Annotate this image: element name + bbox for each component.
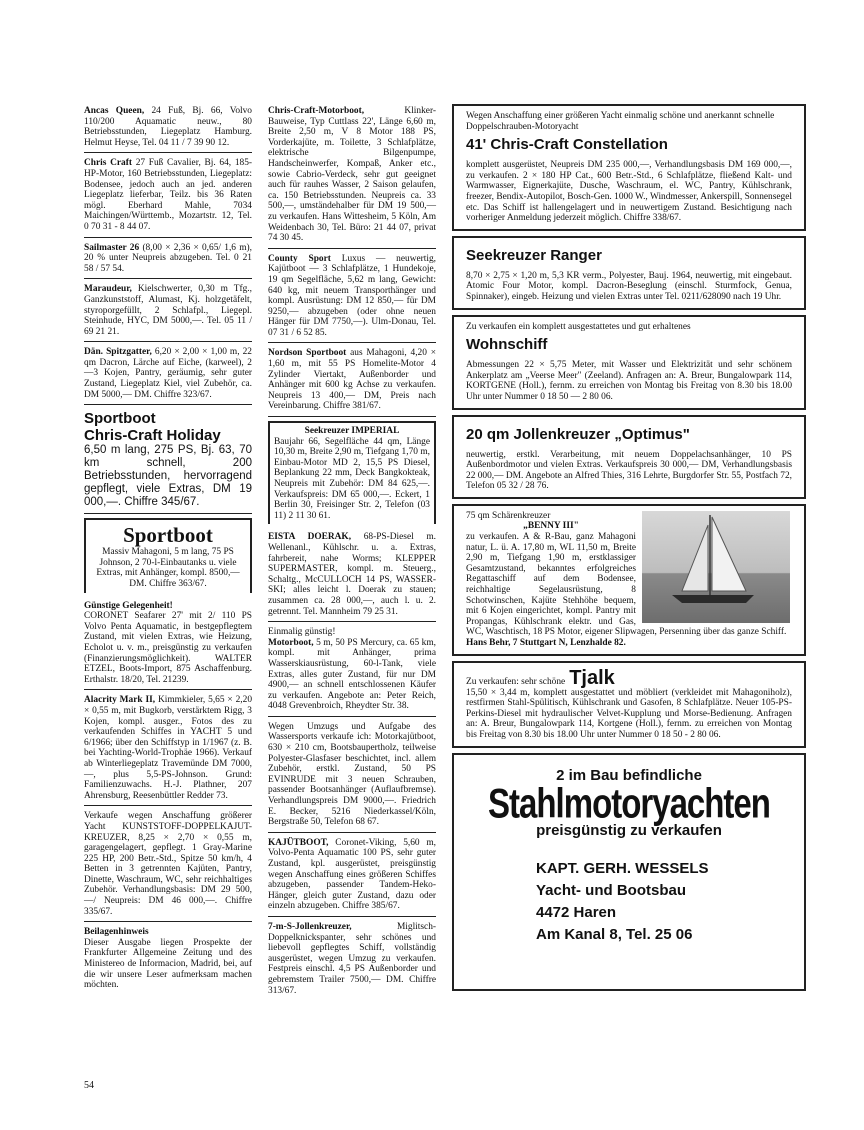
- ad-maraudeur: [84, 282, 252, 342]
- ad-coronet: [84, 599, 252, 691]
- ad-subtitle: Chris-Craft Holiday: [84, 427, 221, 445]
- ad-text: Dieser Ausgabe liegen Prospekte der Frankfurter Allgemeine Zeitung und des Ministereo de Informacion, Madrid, bei, auf die wir unsere Leser aufmerksam machen möchten.: [84, 937, 252, 991]
- ad-heading: Sailmaster 26: [84, 242, 140, 253]
- ad-intro: Zu verkaufen: sehr schöne: [466, 676, 566, 687]
- ad-text: 8,70 × 2,75 × 1,20 m, 5,3 KR verm., Polyester, Bauj. 1964, neuwertig, mit eingebaut. Atomic Four Motor, kompl. Dacron-Beseglung (einschl. Sturmfock, Genua, Spinnaker), eingeb. Heizung und vielen Extras unter Tel. 0211/628090 nach 19 Uhr.: [466, 270, 792, 302]
- ad-intro: Wegen Anschaffung einer größeren Yacht einmalig schöne und anerkannt schnelle Doppelschrauben-Motoryacht: [466, 111, 775, 132]
- ad-address-line: Am Kanal 8, Tel. 25 06: [536, 926, 693, 944]
- ad-eista-doerak: [268, 530, 436, 622]
- ad-heading: Chris-Craft-Motorboot,: [268, 106, 365, 116]
- ad-text: CORONET Seafarer 27' mit 2/ 110 PS Volvo Penta Aquamatic, in bestgepflegtem Zustand, mit vielen Extras, wie Heizung, Echolot u. v. m., preisgünstig zu verkaufen (Finanzierungsmöglichkeit). WALTER ETZEL, Boots-Import, 875 Aschaffenburg. Erthalstr. 18/20, Tel. 21239.: [84, 611, 252, 685]
- ad-heading: EISTA DOERAK,: [268, 532, 352, 543]
- ad-text: 24 Fuß, Bj. 66, Volvo 110/200 Aquamatic neuw., 80 Betriebsstunden, Liegeplatz Hamburg. Helmut Heyse, Tel. 04 11 / 7 39 90 12.: [84, 106, 252, 148]
- ad-line: preisgünstig zu verkaufen: [536, 821, 722, 839]
- ad-heading: Chris Craft: [84, 158, 132, 169]
- ad-intro: Zu verkaufen ein komplett ausgestattetes und gut erhaltenes: [466, 321, 691, 332]
- ad-contact: Hans Behr, 7 Stuttgart N, Lenzhalde 82.: [466, 638, 626, 648]
- ad-text: Baujahr 66, Segelfläche 44 qm, Länge 10,30 m, Breite 2,90 m, Tiefgang 1,70 m, Einbau-Motor MD 2, 15,5 PS Diesel, Beplankung 22 mm, Deck Bangkokteak, Neupreis mit Zubehör: DM 84 625,—. Verkaufspreis: DM 65 000,—. Eckert, 1 Berlin 30, Freisinger Str. 2, Telefon (03 11) 2 11 30 61.: [274, 436, 430, 521]
- column-left: [84, 104, 252, 998]
- ad-chriscraft-motorboot: [268, 104, 436, 249]
- ad-heading: County Sport: [268, 253, 331, 264]
- ad-spitzgatter: [84, 345, 252, 405]
- ad-title: Stahlmotoryachten: [488, 780, 770, 827]
- ad-heading: Ancas Queen,: [84, 106, 145, 116]
- ad-heading: KAJÜTBOOT,: [268, 837, 329, 848]
- ad-seekreuzer-ranger: [452, 236, 806, 310]
- ad-text: Verkaufe wegen Anschaffung größerer Yacht KUNSTSTOFF-DOPPELKAJUT-KREUZER, 8,25 × 2,70 × 0,55 m, garagengelagert, gepflegt. 1 Gray-Marine 225 HP, 200 Betr.-Std., Spitze 50 km/h, 4 Betten in 3 getrennten Kajüten, Pantry, Dinette, Waschraum, WC, sehr reichhaltiges Zubehör. Verhandlungsbasis: DM 29 500,—/ Neupreis: DM 46 000,—. Chiffre 335/67.: [84, 811, 252, 917]
- ad-text: 15,50 × 3,44 m, komplett ausgestattet und möbliert (verkleidet mit Mahagoniholz), restfirmen Stahl-Spülitisch, Kühlschrank und Gasofen, 8 Schlafplätze. Neuer 105-PS-Perkins-Diesel mit hydraulischer Velvet-Kupplung und Morse-Bedienung. Anfragen an: A. Breur, Bungalowpark 114, Kortgene (Holl.), fernm. zu erreichen von Montag bis Freitag von 8.30 bis 18.00 Uhr unter Nummer 0 18 50 - 2 80 06.: [466, 687, 792, 740]
- ad-nordson: [268, 346, 436, 417]
- page-number: 54: [84, 1080, 94, 1091]
- ad-text: Massiv Mahagoni, 5 m lang, 75 PS Johnson, 2 70-l-Einbautanks u. viele Extras, mit Anhänger, kompl. 8500,— DM. Chiffre 363/67.: [96, 547, 240, 590]
- ad-text: 6,20 × 2,00 × 1,00 m, 22 qm Dacron, Lärche auf Eiche, (karweel), 2—3 Kojen, Pantry, geräumig, sehr guter Zustand, Liegeplatz Kiel, viel Zubehör, ca. DM 5000,— DM. Chiffre 323/67.: [84, 347, 252, 400]
- ad-line: 2 im Bau befindliche: [556, 766, 702, 784]
- column-middle: [268, 104, 436, 1003]
- ad-text: 6,50 m lang, 275 PS, Bj. 63, 70 km schnell, 200 Betriebsstunden, hervorragend gepflegt, viele Extras, DM 19 000,—. Chiffre 345/67.: [84, 444, 252, 509]
- ad-heading: Einmalig günstig!: [268, 627, 336, 638]
- ad-title: Sportboot: [123, 523, 213, 548]
- ad-heading: Nordson Sportboot: [268, 348, 347, 359]
- ad-county-sport: [268, 252, 436, 344]
- ad-text: (8,00 × 2,36 × 0,65/ 1,6 m), 20 % unter Neupreis abzugeben. Tel. 0 21 58 / 57 54.: [84, 242, 253, 274]
- ad-optimus: [452, 415, 806, 499]
- ad-tjalk: [452, 661, 806, 748]
- ad-text: Kimmkieler, 5,65 × 2,20 × 0,55 m, mit Bugkorb, verstärktem Rigg, 3 Kojen, kompl. ausger., Fotos des zu verkaufenden Schiffes in YACHT 5 und 6/1966; über den Schiffstyp in 1/1967 (z. B. bei Yachting-World-Trophäe 1966). Verkauf ab Winterliegeplatz Travemünde DM 7000,—, plus 5,5-PS-Johnson. Grund: Familienzuwachs. H.-J. Plathner, 207 Ahrensburg, Reesenbüttler Redder 73.: [84, 695, 253, 801]
- ad-imperial: [268, 421, 436, 524]
- ad-address-line: 4472 Haren: [536, 904, 617, 922]
- ad-sportboot-box: [84, 518, 252, 592]
- ad-text: Klinker-Bauweise, Typ Cuttlass 22', Länge 6,60 m, Breite 2,50 m, V 8 Motor 188 PS, Vorderkajüte, m. Toilette, 3 Schlafplätze, elektrische Bilgenpumpe, Handscheinwerfer, Kompaß, Anker etc., sowie Cabrio-Verdeck, sehr gut geeignet auch für rauhes Wasser, 2 Saison gelaufen, ca. 150 Betriebsstunden. Neupreis ca. 33 500,—, umständehalber für DM 19 500,— zu verkaufen. Hans Wittesheim, 5 Köln, Am Weidenbach 30, Tel. Büro: 21 44 07, privat 74 30 45.: [268, 106, 436, 244]
- ad-chris-craft-cavalier: [84, 156, 252, 237]
- ad-title: 41' Chris-Craft Constellation: [466, 136, 668, 154]
- ad-title: Tjalk: [569, 666, 615, 689]
- ad-constellation: [452, 104, 806, 231]
- ad-heading: 7-m-S-Jollenkreuzer,: [268, 921, 352, 932]
- ad-title: Sportboot: [84, 410, 156, 428]
- ad-stahlmotoryachten: [452, 753, 806, 991]
- ad-alacrity: [84, 693, 252, 806]
- ad-title: Wohnschiff: [466, 336, 548, 354]
- ad-einmalig: [268, 625, 436, 717]
- ad-jollenkreuzer-7m: [268, 920, 436, 1000]
- ad-umzug: [268, 720, 436, 833]
- ad-text: 68-PS-Diesel m. Wellenanl., Kühlschr. u. a. Extras, fahrbereit, nahe Worms; KLEPPER SUPERMASTER, kompl. m. Steuerg., Schaltg., McCULLOCH 14 PS, WASSER-SKI; alles leicht l. Doerak zu stauen; zusammen ca. 28 000,—, auch l. u. 2. getrennt. Tel. Mannheim 79 25 31.: [268, 532, 436, 617]
- ad-text: Coronet-Viking, 5,60 m, Volvo-Penta Aquamatic 100 PS, sehr guter Zustand, kpl. ausgerüstet, preisgünstig wegen Anschaffung eines größeren Schiffes abzugeben, passender Tandem-Heko-Hänger, gleich guter Zustand, dazu oder einzeln abzugeben. Chiffre 385/67.: [268, 837, 436, 912]
- ad-sailmaster: [84, 241, 252, 280]
- sailboat-photo: [642, 511, 790, 623]
- ad-heading: Beilagenhinweis: [84, 927, 149, 938]
- ad-text: 27 Fuß Cavalier, Bj. 64, 185-HP-Motor, 160 Betriebsstunden, Liegeplatz: Bodensee, jedoch auch an jed. anderen Liegeplatz lieferbar, Teilz. bis 36 Raten mögl. Eberhard Mahle, 7034 Maichingen/Württemb., Mozartstr. 12, Tel. 0 70 31 - 8 44 07.: [84, 158, 253, 232]
- ad-text: komplett ausgerüstet, Neupreis DM 235 000,—, Verhandlungsbasis DM 169 000,—, zu verkaufen. 2 × 180 HP Cat., 600 Betr.-Std., 6 Schlafplätze, fließend Kalt- und Warmwasser, Eignerkajüte, Dusche, Waschraum, el. WC, Pantry, Kühlschrank, freezer, Bendix-Autopilot, Bosch-Gen. 1000 W., Windmesser, Ankerspill, Sonnensegel etc. Das Schiff ist hallengelagert und in neuwertigem Zustand. Besichtigung nach vorheriger Anmeldung jederzeit möglich. Chiffre 338/67.: [466, 160, 792, 224]
- ad-text: Kielschwerter, 0,30 m Tfg., Ganzkunststoff, Alumast, Kj. holzgetäfelt, styroporgefüllt, 2 Schlafpl., Liegepl. Steinhude, HYC, DM 5000,—. Tel. 05 11 / 69 21 21.: [84, 284, 252, 337]
- ad-heading: Maraudeur,: [84, 284, 132, 295]
- ad-wohnschiff: [452, 315, 806, 410]
- ad-chris-craft-holiday: [84, 408, 252, 514]
- ad-kajuetboot: [268, 836, 436, 917]
- ad-title: 20 qm Jollenkreuzer „Optimus": [466, 425, 690, 443]
- ad-heading: Alacrity Mark II,: [84, 695, 156, 706]
- ad-title: Seekreuzer Ranger: [466, 246, 602, 264]
- ad-text: aus Mahagoni, 4,20 × 1,60 m, mit 55 PS Homelite-Motor 4 Zylinder Viertakt, Außenborder und Anhänger mit 600 kg Achse zu verkaufen. Neupreis 13 400,— DM, Preis nach Vereinbarung. Chiffre 381/67.: [268, 348, 437, 412]
- column-right: [452, 104, 806, 991]
- ad-text: 5 m, 50 PS Mercury, ca. 65 km, kompl. mit Anhänger, prima Wasserskiausrüstung, 60-l-Tank, viele Extras, alles guter Zustand, für nur DM 4900,— an schnell entschlossenen Käufer zu verkaufen. Angebote an: Peter Reich, 4048 Grevenbroich, Rheydter Str. 38.: [268, 637, 436, 712]
- ad-benny-iii: [452, 504, 806, 656]
- ad-intro: 75 qm Schärenkreuzer: [466, 510, 551, 521]
- ad-text: Wegen Umzugs und Aufgabe des Wassersports verkaufe ich: Motorkajütboot, 630 × 210 cm, Bootsbaupertholz, teilweise Polyester-Glasfaser beschichtet, incl. allem Zubehör, erstkl. Zustand, 50 PS EVINRUDE mit 3 neuen Schrauben, passender Bootsanhänger (Auflaufbremse). Verhandlungspreis DM 9000,—. Friedrich E. Becker, 5216 Niederkassel/Köln, Bergstraße 50, Telefon 68 67.: [268, 721, 436, 828]
- ad-text: Abmessungen 22 × 5,75 Meter, mit Wasser und Elektrizität und sehr schönem Ankerplatz am „Veerse Meer" (Zeeland). Anfragen an: A. Breur, Bungalowpark 114, KORTGENE (Holl.), fernm. zu erreichen von Montag bis Freitag von 8.30 bis 18.00 Uhr unter Nummer 0 18 50 — 2 80 06.: [466, 360, 792, 402]
- ad-address-name: KAPT. GERH. WESSELS: [536, 860, 709, 878]
- ad-heading: Seekreuzer IMPERIAL: [304, 426, 400, 437]
- ad-text: Luxus — neuwertig, Kajütboot — 3 Schlafplätze, 1 Hundekoje, 19 qm Segelfläche, 5,62 m lang, Gewicht: 640 kg, mit neuem Transporthänger und kompl. Ausrüstung: DM 12 850,— für DM 9250,— abzugeben (oder ohne neuen Hänger für DM 7750,—). Ulm-Donau, Tel. 07 31 / 6 52 85.: [268, 253, 436, 338]
- ad-kunststoff-kreuzer: [84, 809, 252, 922]
- ad-text: zu verkaufen. A & R-Bau, ganz Mahagoni natur, L. ü. A. 17,80 m, WL 11,50 m, Breite 2,90 m, Tiefgang 1,90 m, erstklassiger Gesamtzustand, bekanntes erfolgreiches Regattaschiff auf dem Bodensee, reichhaltige Segelausrüstung, 8 Schotwinschen, Kajüte Stehhöhe bequem, mit 6 Kojen eingerichtet, kompl. Pantry mit Propangas, Kühlschrank elektr. und Gas, WC, Waschtisch, 18 PS Motor, eigener Slipwagen, Persenning über das ganze Schiff.: [466, 532, 787, 638]
- ad-heading: Dän. Spitzgatter,: [84, 347, 152, 358]
- ad-boat-name: „BENNY III": [523, 521, 579, 532]
- ad-beilagenhinweis: [84, 925, 252, 995]
- ad-heading: Günstige Gelegenheit!: [84, 600, 173, 611]
- sailboat-icon: [642, 511, 790, 623]
- ad-address-line: Yacht- und Bootsbau: [536, 882, 686, 900]
- ad-text: neuwertig, erstkl. Verarbeitung, mit neuem Doppelachsanhänger, 10 PS Außenbordmotor und vielen Extras. Verkaufspreis 30 000,— DM, Verhandlungsbasis 22 000,— DM. Angebote an Alfred Thies, 316 Lehrte, Burgdorfer Str. 55, Postfach 72, Telefon 05 32 / 28 76.: [466, 449, 792, 492]
- ad-subheading: Motorboot,: [268, 637, 314, 648]
- ad-ancas-queen: [84, 104, 252, 153]
- ad-text: Miglitsch-Doppelknickspanter, sehr schönes und liebevoll gepflegtes Schiff, vollständig ausgerüstet, wegen Umzug zu verkaufen. Festpreis einschl. 4,5 PS Außenborder und gebremstem Trailer 7500,— DM. Chiffre 313/67.: [268, 921, 436, 996]
